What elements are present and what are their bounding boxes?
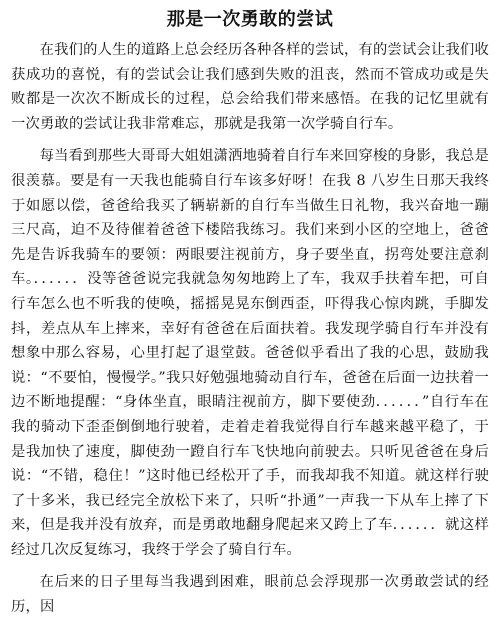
paragraph-1: 在我们的人生的道路上总会经历各种各样的尝试，有的尝试会让我们收获成功的喜悦，有的尝试会让我们感到失败的沮丧，然而不管成功或是失败都是一次次不断成长的过程，总会给我们带来感悟。在我的记忆里就有一次勇敢的尝试让我非常难忘，那就是我第一次学骑自行车。 <box>11 42 489 132</box>
paragraph-3: 在后来的日子里每当我遇到困难，眼前总会浮现那一次勇敢尝试的经历，因 <box>11 574 489 616</box>
paragraph-2: 每当看到那些大哥哥大姐姐潇洒地骑着自行车来回穿梭的身影，我总是很羡慕。要是有一天我也能骑自行车该多好呀！在我 8 八岁生日那天我终于如愿以偿，爸爸给我买了辆崭新的自行车当做生日礼物，我兴奋地一蹦三尺高，迫不及待催着爸爸下楼陪我练习。我们来到小区的空地上，爸爸先是告诉我骑车的要领：两眼要注视前方，身子要坐直，拐弯处要注意刹车。．．．．．．没等爸爸说完我就急匆匆地跨上了车，我双手扶着车把，可自行车怎么也不听我的使唤，摇摇晃晃东倒西歪，吓得我心惊肉跳，手脚发抖，差点从车上摔来，幸好有爸爸在后面扶着。我发现学骑自行车并没有想象中那么容易，心里打起了退堂鼓。爸爸似乎看出了我的心思，鼓励我说：“不要怕，慢慢学。”我只好勉强地骑动自行车，爸爸在后面一边扶着一边不断地提醒：“身体坐直，眼睛注视前方，脚下要使劲．．．．．．”自行车在我的骑动下歪歪倒倒地行驶着，走着走着我觉得自行车越来越平稳了，于是我加快了速度，脚使劲一蹬自行车飞快地向前驶去。只听见爸爸在身后说：“不错，稳住！”这时他已经松开了手，而我却我不知道。就这样行驶了十多米，我已经完全放松下来了，只听“扑通”一声我一下从车上摔了下来，但是我并没有放弃，而是勇敢地翻身爬起来又跨上了车．．．．．．就这样经过几次反复练习，我终于学会了骑自行车。 <box>11 148 489 558</box>
article-title: 那是一次勇敢的尝试 <box>166 9 334 30</box>
